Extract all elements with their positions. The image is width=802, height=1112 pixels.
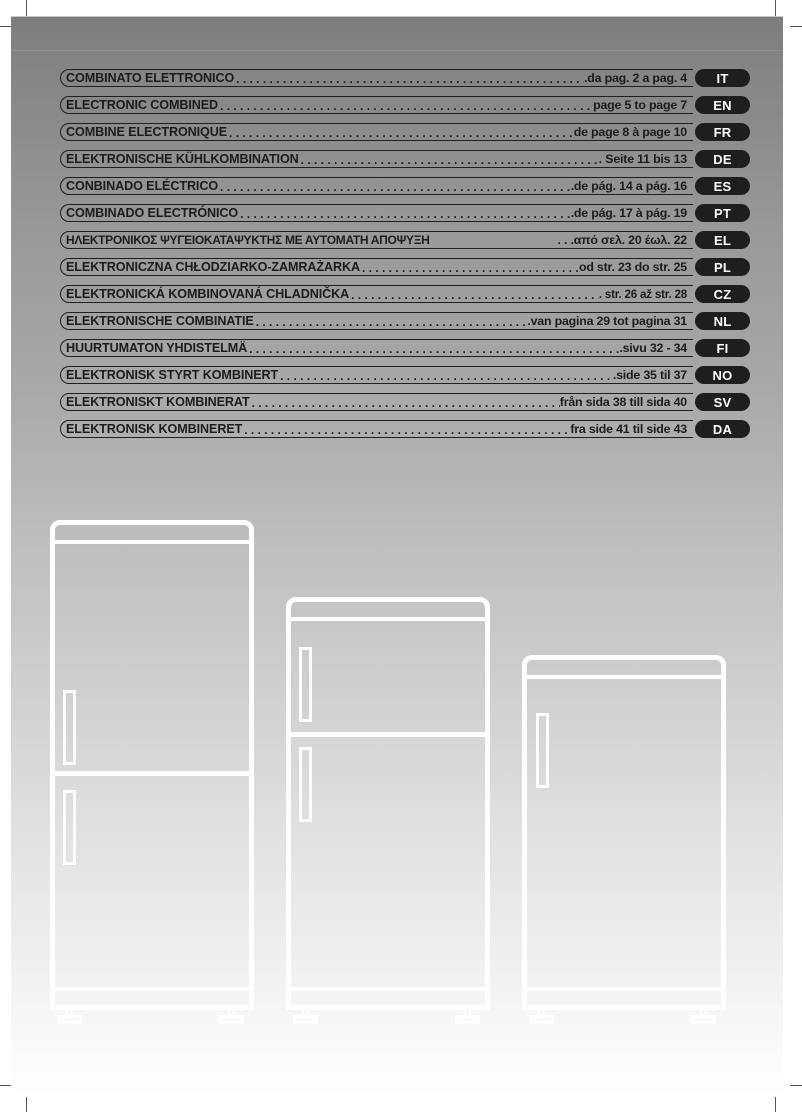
toc-line xyxy=(60,285,693,303)
toc-row-da[interactable] xyxy=(60,420,750,438)
toc-title: HUURTUMATON YHDISTELMÄ xyxy=(66,341,248,355)
dot-leader xyxy=(238,207,571,221)
toc-pages: . Seite 11 bis 13 xyxy=(598,152,687,166)
toc-title: COMBINATO ELETTRONICO xyxy=(66,71,235,85)
fridge-plinth-line xyxy=(291,987,485,991)
toc-title: CONBINADO ELÉCTRICO xyxy=(66,179,219,193)
fridge-foot-icon xyxy=(293,1010,318,1024)
toc-title: ELEKTRONISK KOMBINERET xyxy=(66,422,243,436)
toc-title: ELEKTRONICZNA CHŁODZIARKO-ZAMRAŻARKA xyxy=(66,260,360,274)
language-badge: NL xyxy=(695,312,750,330)
dot-leader xyxy=(254,315,528,329)
fridge-top-panel-line xyxy=(527,675,721,679)
door-handle-icon xyxy=(63,690,76,765)
toc-row-fr[interactable] xyxy=(60,123,750,141)
toc-pages: .side 35 til 37 xyxy=(612,368,687,382)
language-badge: DA xyxy=(695,420,750,438)
fridge-outline xyxy=(522,655,726,1010)
language-badge: IT xyxy=(695,69,750,87)
door-divider xyxy=(55,771,249,776)
toc-title: ΗΛΕΚΤΡΟΝΙΚΟΣ ΨΥΓΕΙΟΚΑΤΑΨΥΚΤΗΣ ΜΕ ΑΥΤΟΜΑΤΗ ΑΠΟΨΥΞΗ xyxy=(66,233,430,247)
toc-title: ELECTRONIC COMBINED xyxy=(66,98,219,112)
toc-line xyxy=(60,231,693,249)
language-index xyxy=(60,69,750,447)
fridge-plinth-line xyxy=(527,987,721,991)
language-badge: PT xyxy=(695,204,750,222)
language-badge: FI xyxy=(695,339,750,357)
toc-pages: .de pág. 17 à pág. 19 xyxy=(570,206,687,220)
fridge-illustration-bottom-freezer xyxy=(50,520,254,1040)
toc-pages: . str. 26 až str. 28 xyxy=(598,287,687,301)
dot-leader xyxy=(227,126,574,140)
language-badge: DE xyxy=(695,150,750,168)
fridge-foot-icon xyxy=(455,1010,480,1024)
dot-leader xyxy=(360,261,579,275)
language-badge: PL xyxy=(695,258,750,276)
toc-title: ELEKTRONISK STYRT KOMBINERT xyxy=(66,368,279,382)
toc-line xyxy=(60,204,693,222)
toc-title: ELEKTRONICKÁ KOMBINOVANÁ CHLADNIČKA xyxy=(66,287,350,301)
door-divider xyxy=(291,732,485,737)
crop-mark-bottom-right-h xyxy=(790,1085,802,1086)
toc-line xyxy=(60,312,693,330)
door-handle-icon xyxy=(536,713,549,788)
language-badge: NO xyxy=(695,366,750,384)
toc-line xyxy=(60,393,693,411)
toc-pages: .van pagina 29 tot pagina 31 xyxy=(527,314,687,328)
toc-title: ELEKTRONISKT KOMBINERAT xyxy=(66,395,250,409)
dot-leader xyxy=(250,396,560,410)
toc-pages: . . .από σελ. 20 έωλ. 22 xyxy=(557,233,687,247)
fridge-top-panel-line xyxy=(291,617,485,621)
toc-row-pt[interactable] xyxy=(60,204,750,222)
door-handle-icon xyxy=(299,747,312,822)
toc-row-de[interactable] xyxy=(60,150,750,168)
fridge-foot-icon xyxy=(691,1010,716,1024)
toc-row-nl[interactable] xyxy=(60,312,750,330)
toc-row-el[interactable] xyxy=(60,231,750,249)
fridge-illustration-top-freezer xyxy=(286,597,490,1040)
toc-title: COMBINE ELECTRONIQUE xyxy=(66,125,228,139)
toc-line xyxy=(60,123,693,141)
dot-leader xyxy=(278,369,613,383)
dot-leader xyxy=(299,153,599,167)
toc-row-it[interactable] xyxy=(60,69,750,87)
toc-pages: de page 8 à page 10 xyxy=(573,125,687,139)
toc-pages: fra side 41 til side 43 xyxy=(570,422,687,436)
dot-leader xyxy=(218,99,593,113)
dot-leader xyxy=(247,342,619,356)
fridge-foot-icon xyxy=(219,1010,244,1024)
dot-leader xyxy=(234,72,584,86)
toc-line xyxy=(60,177,693,195)
toc-line xyxy=(60,96,693,114)
toc-row-sv[interactable] xyxy=(60,393,750,411)
toc-row-en[interactable] xyxy=(60,96,750,114)
language-badge: CZ xyxy=(695,285,750,303)
toc-pages: od str. 23 do str. 25 xyxy=(578,260,687,274)
fridge-illustration-single-door xyxy=(522,655,726,1040)
toc-row-fi[interactable] xyxy=(60,339,750,357)
language-badge: SV xyxy=(695,393,750,411)
toc-line xyxy=(60,339,693,357)
dot-leader xyxy=(218,180,571,194)
toc-pages: page 5 to page 7 xyxy=(593,98,687,112)
fridge-outline xyxy=(286,597,490,1010)
language-badge: FR xyxy=(695,123,750,141)
toc-line xyxy=(60,150,693,168)
toc-line xyxy=(60,69,693,87)
toc-row-cz[interactable] xyxy=(60,285,750,303)
dot-leader xyxy=(349,288,599,302)
door-handle-icon xyxy=(299,647,312,722)
language-badge: EN xyxy=(695,96,750,114)
toc-line xyxy=(60,258,693,276)
fridge-top-panel-line xyxy=(55,540,249,544)
toc-row-pl[interactable] xyxy=(60,258,750,276)
dot-leader xyxy=(242,423,570,437)
toc-row-es[interactable] xyxy=(60,177,750,195)
language-badge: EL xyxy=(695,231,750,249)
toc-line xyxy=(60,366,693,384)
toc-row-no[interactable] xyxy=(60,366,750,384)
fridge-foot-icon xyxy=(529,1010,554,1024)
cover-band-line xyxy=(11,50,783,51)
toc-title: ELEKTRONISCHE KÜHLKOMBINATION xyxy=(66,152,299,166)
crop-mark-top-right-h xyxy=(790,26,802,27)
toc-pages: .de pág. 14 a pág. 16 xyxy=(570,179,687,193)
language-badge: ES xyxy=(695,177,750,195)
toc-pages: från sida 38 till sida 40 xyxy=(559,395,687,409)
door-handle-icon xyxy=(63,790,76,865)
toc-title: COMBINADO ELECTRÓNICO xyxy=(66,206,239,220)
fridge-plinth-line xyxy=(55,987,249,991)
toc-title: ELEKTRONISCHE COMBINATIE xyxy=(66,314,254,328)
fridge-outline xyxy=(50,520,254,1010)
toc-pages: .da pag. 2 a pag. 4 xyxy=(584,71,687,85)
toc-line xyxy=(60,420,693,438)
toc-pages: .sivu 32 - 34 xyxy=(619,341,687,355)
fridge-foot-icon xyxy=(57,1010,82,1024)
